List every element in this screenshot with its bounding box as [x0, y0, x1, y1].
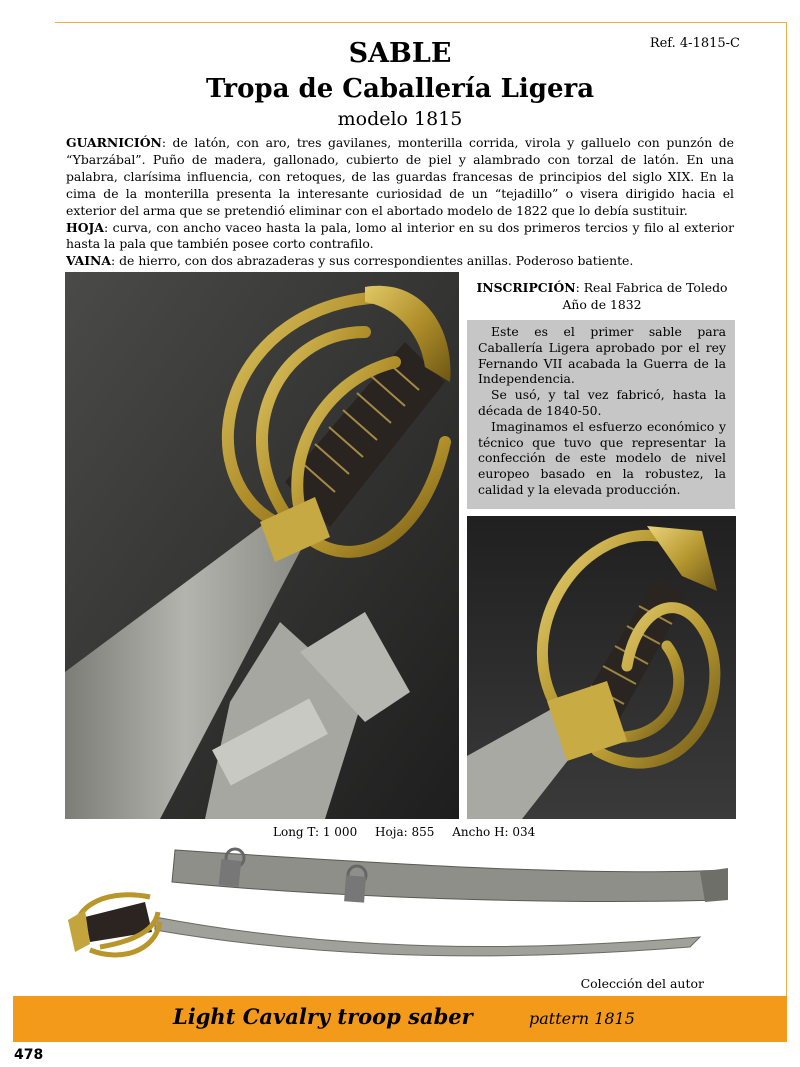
- inscription-text: : Real Fabrica de Toledo: [575, 280, 728, 295]
- english-title-banner: [13, 996, 787, 1042]
- hilt-photo-secondary-image: [467, 516, 736, 819]
- vaina-text: : de hierro, con dos abrazaderas y sus correspondientes anillas. Poderoso batiente.: [111, 253, 634, 269]
- english-title: Light Cavalry troop saber: [173, 1004, 473, 1029]
- note-paragraph-2: Se usó, y tal vez fabricó, hasta la década de 1840-50.: [478, 387, 726, 418]
- vaina-label: VAINA: [66, 253, 112, 269]
- inscription-line-2: Año de 1832: [562, 297, 642, 312]
- dimension-width: Ancho H: 034: [452, 825, 536, 839]
- vaina-paragraph: [66, 253, 734, 270]
- title-line-3: modelo 1815: [337, 108, 463, 130]
- note-paragraph-1: Este es el primer sable para Caballería Ligera aprobado por el rey Fernando VII acabada la Guerra de la Independencia.: [478, 324, 726, 387]
- guarnicion-label: GUARNICIÓN: [66, 135, 162, 150]
- page-number: 478: [14, 1047, 44, 1063]
- full-saber-photo: [60, 842, 740, 972]
- hoja-label: HOJA: [66, 219, 104, 235]
- description: [66, 135, 734, 270]
- guarnicion-text: : de latón, con aro, tres gavilanes, monterilla corrida, virola y galluelo con punzón de “Ybarzábal”. Puño de madera, gallonado, cubierto de piel y alambrado con torzal de latón. En una palabra, clarísima influencia, con retoques, de las guardas francesas de principios del siglo XIX. En la cima de la monterilla presenta la interesante curiosidad de un “tejadillo” o visera dirigido hacia el exterior del arma que se pretendió eliminar con el abortado modelo de 1822 que lo debía sustituir.: [66, 135, 734, 218]
- english-pattern: pattern 1815: [529, 1009, 635, 1028]
- hilt-photo-main: [65, 272, 459, 819]
- note-paragraph-3: Imaginamos el esfuerzo económico y técnico que tuvo que representar la confección de este modelo de nivel europeo basado en la robustez, la calidad y la elevada producción.: [478, 418, 726, 497]
- title-line-1: SABLE: [348, 38, 452, 69]
- guarnicion-paragraph: [66, 135, 734, 220]
- hoja-text: : curva, con ancho vaceo hasta la pala, lomo al interior en su dos primeros tercios y filo al exterior hasta la pala que también posee corto contrafilo.: [66, 219, 734, 252]
- inscription-label: INSCRIPCIÓN: [476, 280, 576, 295]
- dimension-length: Long T: 1 000: [273, 825, 358, 839]
- hoja-paragraph: [66, 220, 734, 254]
- title-line-2: Tropa de Caballería Ligera: [205, 74, 595, 104]
- inscription-line-1: [468, 279, 736, 296]
- historical-note: [467, 320, 735, 509]
- collection-credit: Colección del autor: [580, 976, 704, 991]
- hilt-photo-secondary: [467, 516, 736, 819]
- dimension-blade: Hoja: 855: [375, 825, 435, 839]
- inscription: [468, 279, 736, 313]
- dimensions: [273, 825, 549, 839]
- hilt-photo-main-image: [65, 272, 459, 819]
- reference-code: Ref. 4-1815-C: [649, 36, 740, 51]
